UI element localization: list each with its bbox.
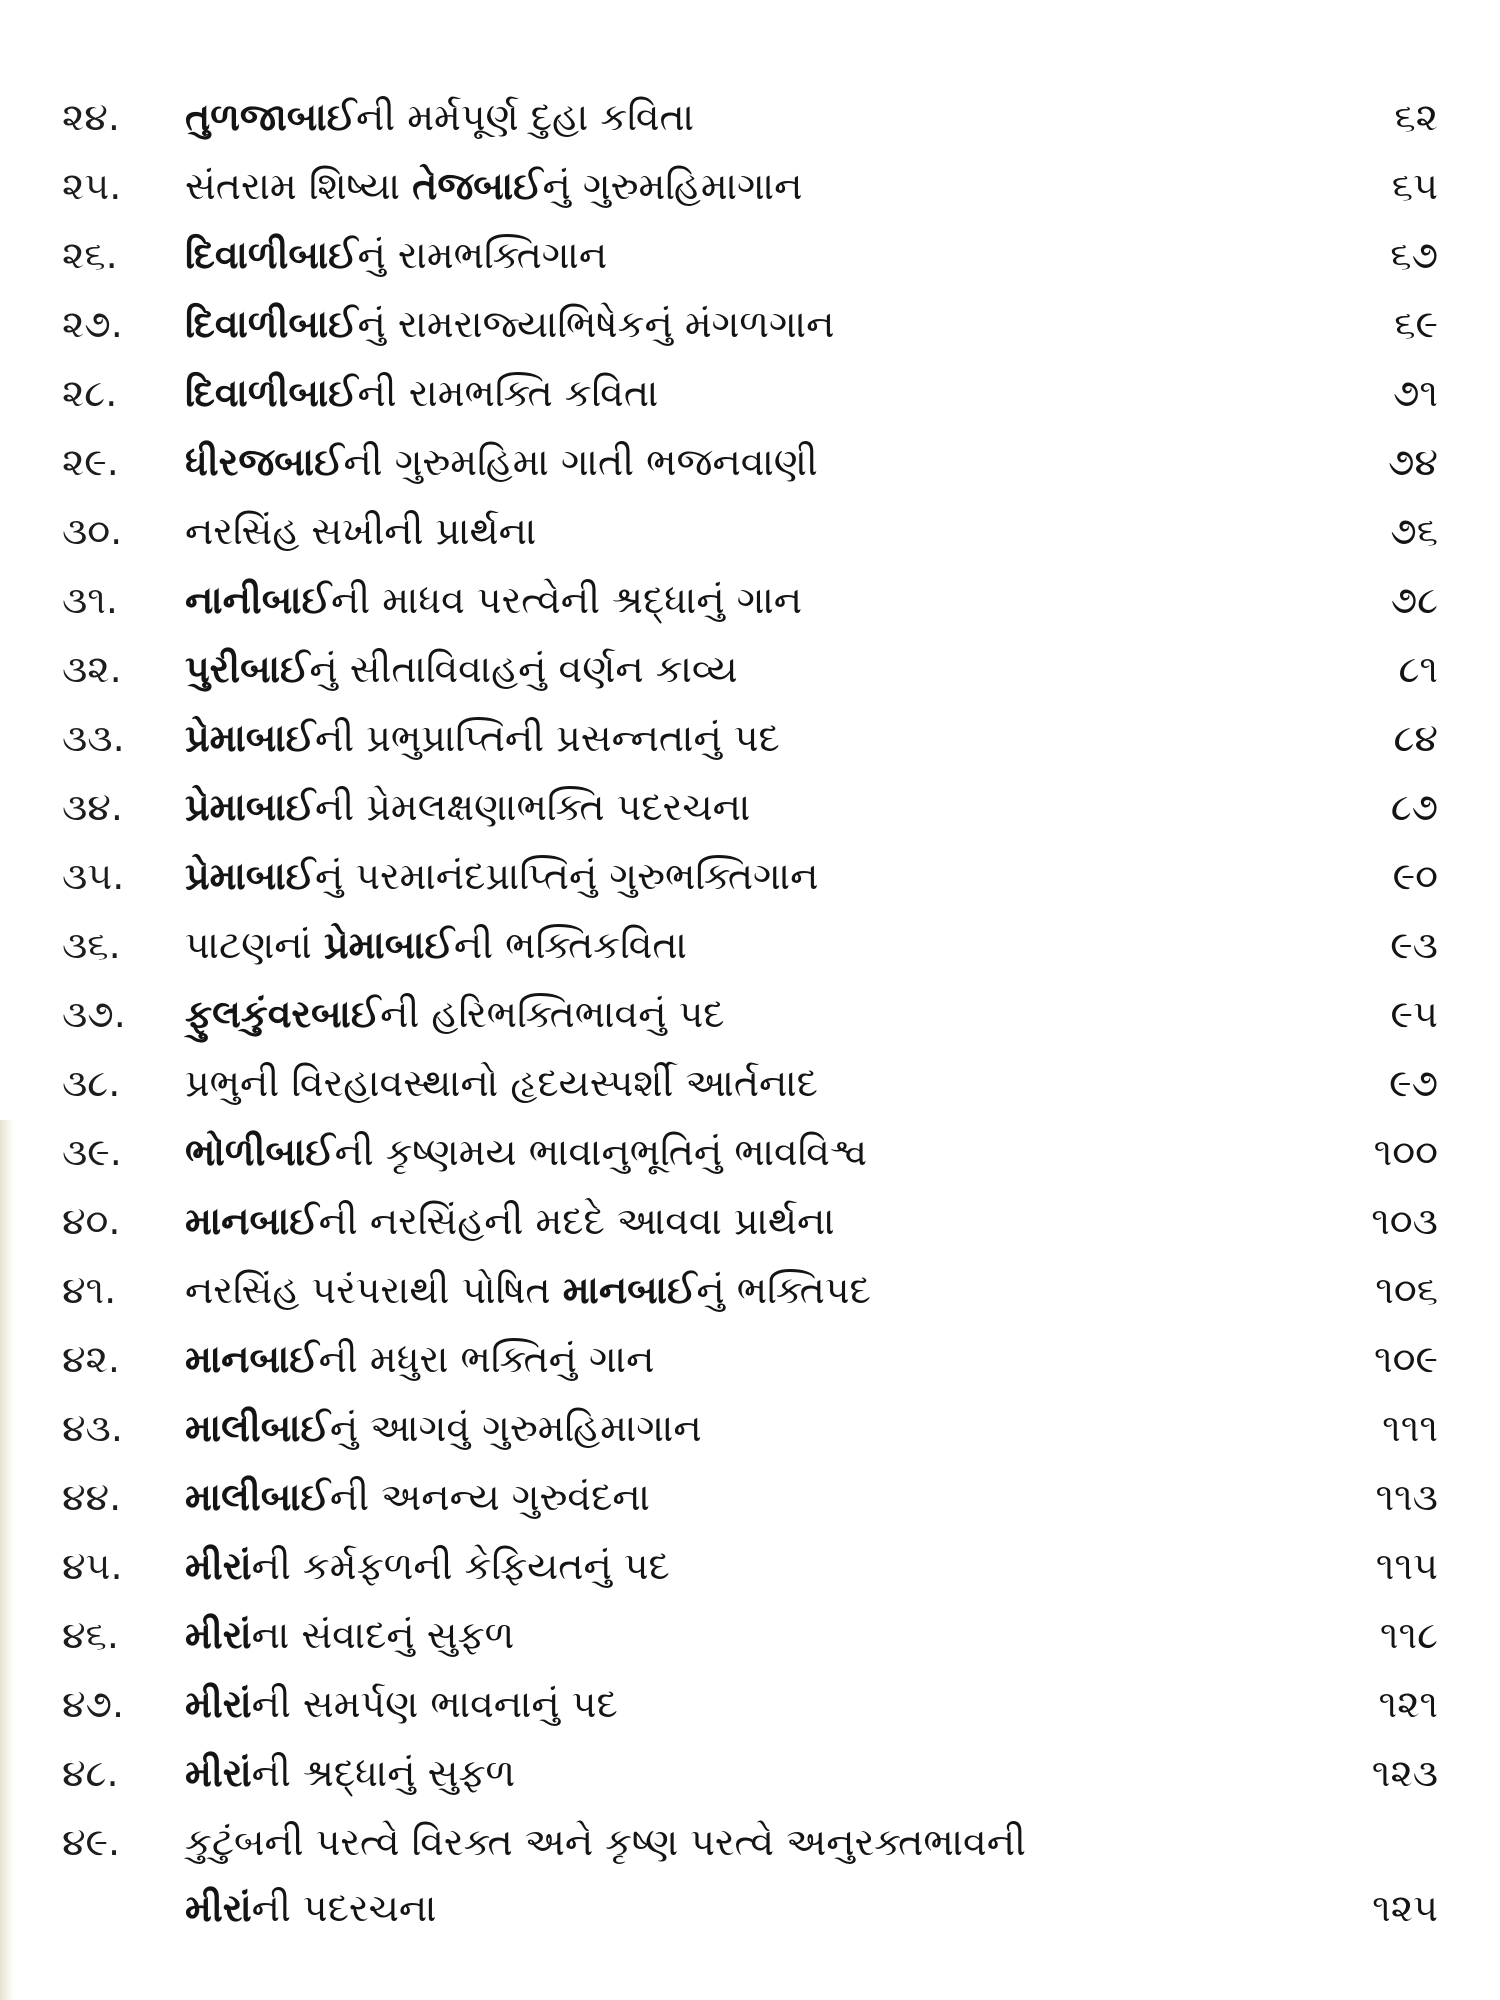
toc-entry xyxy=(0,709,1500,778)
entry-number: ૩૨. xyxy=(62,647,122,691)
entry-title-text: ની પ્રેમલક્ષણાભક્તિ પદરચના xyxy=(314,785,751,829)
entry-number: ૨૯. xyxy=(62,440,119,484)
entry-number: ૪૬. xyxy=(62,1613,119,1657)
entry-poet-name: પ્રેમાબાઈ xyxy=(323,923,454,967)
entry-title-text: ની અનન્ય ગુરુવંદના xyxy=(329,1475,650,1519)
entry-title-text: ની ભક્તિકવિતા xyxy=(453,923,687,967)
entry-poet-name: મીરાં xyxy=(185,1886,252,1930)
entry-page-number: ૯૦ xyxy=(1392,854,1438,898)
entry-page-number: ૯૩ xyxy=(1390,923,1438,967)
toc-entry xyxy=(0,1537,1500,1606)
toc-entry xyxy=(0,226,1500,295)
entry-title-text: ની કર્મફળની કેફિયતનું પદ xyxy=(251,1544,670,1588)
entry-poet-name: મીરાં xyxy=(185,1682,252,1726)
entry-number: ૪૫. xyxy=(62,1544,123,1588)
entry-title-prefix: સંતરામ શિષ્યા xyxy=(185,164,413,208)
entry-number: ૩૧. xyxy=(62,578,119,622)
entry-poet-name: પ્રેમાબાઈ xyxy=(185,785,315,829)
entry-page-number: ૭૪ xyxy=(1388,440,1438,484)
entry-page-number: ૧૨૫ xyxy=(1372,1886,1438,1930)
entry-title xyxy=(185,985,1235,1043)
entry-page-number: ૧૧૩ xyxy=(1375,1475,1438,1519)
entry-poet-name: પ્રેમાબાઈ xyxy=(185,716,315,760)
entry-page-number: ૬૭ xyxy=(1390,233,1438,277)
entry-title-text: ની શ્રદ્ધાનું સુફળ xyxy=(251,1751,516,1795)
entry-page-number: ૧૨૧ xyxy=(1378,1682,1438,1726)
toc-entry xyxy=(0,433,1500,502)
entry-poet-name: મીરાં xyxy=(185,1751,252,1795)
toc-entry xyxy=(0,1330,1500,1399)
entry-title xyxy=(185,916,1235,974)
entry-number: ૩૭. xyxy=(62,992,126,1036)
entry-number: ૨૮. xyxy=(62,371,118,415)
entry-title-text: ની મર્મપૂર્ણ દુહા કવિતા xyxy=(355,95,695,139)
entry-page-number: ૬૨ xyxy=(1394,95,1438,139)
entry-page-number: ૧૨૩ xyxy=(1371,1751,1438,1795)
entry-title xyxy=(185,157,1235,215)
entry-poet-name: પ્રેમાબાઈ xyxy=(185,854,315,898)
entry-title-text: ની નરસિંહની મદદે આવવા પ્રાર્થના xyxy=(318,1199,835,1243)
entry-number: ૩૯. xyxy=(62,1130,122,1174)
entry-page-number: ૧૦૯ xyxy=(1374,1337,1438,1381)
entry-number: ૪૩. xyxy=(62,1406,123,1450)
entry-page-number: ૯૫ xyxy=(1390,992,1438,1036)
entry-title-text: ની હરિભક્તિભાવનું પદ xyxy=(380,992,725,1036)
entry-number: ૩૩. xyxy=(62,716,125,760)
entry-number: ૪૪. xyxy=(62,1475,122,1519)
entry-title xyxy=(185,640,1235,698)
entry-title-text: ની ગુરુમહિમા ગાતી ભજનવાણી xyxy=(343,440,818,484)
entry-title-prefix: નરસિંહ પરંપરાથી પોષિત xyxy=(185,1268,563,1312)
toc-entry xyxy=(0,571,1500,640)
entry-poet-name: માલીબાઈ xyxy=(185,1475,330,1519)
entry-title xyxy=(185,1606,1235,1664)
entry-number: ૩૪. xyxy=(62,785,123,829)
entry-poet-name: પુરીબાઈ xyxy=(185,647,310,691)
entry-title-text: નું ગુરુમહિમાગાન xyxy=(542,164,803,208)
entry-page-number: ૮૪ xyxy=(1393,716,1438,760)
entry-title-text: નું આગવું ગુરુમહિમાગાન xyxy=(329,1406,702,1450)
toc-entry xyxy=(0,1675,1500,1744)
entry-title xyxy=(185,1537,1235,1595)
entry-title xyxy=(185,1192,1235,1250)
entry-title xyxy=(185,709,1235,767)
entry-title-text: કુટુંબની પરત્વે વિરક્ત અને કૃષ્ણ પરત્વે અનુરક્તભાવની xyxy=(185,1820,1026,1864)
toc-entry xyxy=(0,640,1500,709)
entry-title xyxy=(185,88,1235,146)
entry-title xyxy=(185,1813,1235,1871)
entry-poet-name: માનબાઈ xyxy=(185,1199,319,1243)
entry-title-text: નરસિંહ સખીની પ્રાર્થના xyxy=(185,509,537,553)
entry-title xyxy=(185,433,1235,491)
entry-title-prefix: પાટણનાં xyxy=(185,923,324,967)
toc-entry xyxy=(0,778,1500,847)
entry-page-number: ૧૦૦ xyxy=(1373,1130,1438,1174)
entry-title-text: ની મધુરા ભક્તિનું ગાન xyxy=(318,1337,655,1381)
entry-page-number: ૭૮ xyxy=(1390,578,1438,622)
toc-entry xyxy=(0,1399,1500,1468)
toc-entry xyxy=(0,847,1500,916)
entry-poet-name: તેજબાઈ xyxy=(412,164,543,208)
entry-title xyxy=(185,1261,1235,1319)
toc-entry xyxy=(0,88,1500,157)
entry-poet-name: મીરાં xyxy=(185,1613,252,1657)
entry-title-continuation xyxy=(185,1879,1235,1937)
entry-poet-name: ભોળીબાઈ xyxy=(185,1130,335,1174)
entry-number: ૩૦. xyxy=(62,509,123,553)
entry-title-text: ની પદરચના xyxy=(251,1886,437,1930)
toc-entry xyxy=(0,1261,1500,1330)
entry-page-number: ૮૧ xyxy=(1398,647,1438,691)
entry-page-number: ૮૭ xyxy=(1390,785,1438,829)
entry-number: ૩૫. xyxy=(62,854,125,898)
toc-entry xyxy=(0,1054,1500,1123)
entry-title-text: નું ભક્તિપદ xyxy=(696,1268,871,1312)
entry-poet-name: માનબાઈ xyxy=(562,1268,697,1312)
entry-poet-name: માલીબાઈ xyxy=(185,1406,330,1450)
entry-title-text: ના સંવાદનું સુફળ xyxy=(251,1613,515,1657)
entry-title-text: પ્રભુની વિરહાવસ્થાનો હૃદયસ્પર્શી આર્તનાદ xyxy=(185,1061,818,1105)
entry-poet-name: દિવાળીબાઈ xyxy=(185,371,358,415)
entry-title xyxy=(185,571,1235,629)
entry-title xyxy=(185,1330,1235,1388)
toc-entry xyxy=(0,502,1500,571)
entry-page-number: ૯૭ xyxy=(1389,1061,1438,1105)
entry-poet-name: દિવાળીબાઈ xyxy=(185,302,358,346)
entry-number: ૪૮. xyxy=(62,1751,119,1795)
entry-title-text: નું સીતાવિવાહનું વર્ણન કાવ્ય xyxy=(309,647,738,691)
entry-poet-name: મીરાં xyxy=(185,1544,252,1588)
entry-title-text: ની સમર્પણ ભાવનાનું પદ xyxy=(251,1682,618,1726)
entry-title xyxy=(185,364,1235,422)
entry-page-number: ૭૬ xyxy=(1390,509,1438,553)
entry-poet-name: નાનીબાઈ xyxy=(185,578,331,622)
entry-number: ૨૪. xyxy=(62,95,120,139)
entry-title xyxy=(185,1054,1235,1112)
entry-poet-name: ધીરજબાઈ xyxy=(185,440,344,484)
entry-title xyxy=(185,502,1235,560)
entry-title-text: ની માધવ પરત્વેની શ્રદ્ધાનું ગાન xyxy=(330,578,803,622)
toc-entry xyxy=(0,157,1500,226)
entry-page-number: ૬૫ xyxy=(1391,164,1438,208)
table-of-contents xyxy=(0,88,1500,1945)
toc-entry xyxy=(0,364,1500,433)
entry-title-text: નું પરમાનંદપ્રાપ્તિનું ગુરુભક્તિગાન xyxy=(314,854,819,898)
entry-title xyxy=(185,1123,1235,1181)
entry-title xyxy=(185,778,1235,836)
entry-page-number: ૧૦૬ xyxy=(1375,1268,1438,1312)
toc-entry xyxy=(0,1192,1500,1261)
toc-entry xyxy=(0,985,1500,1054)
entry-page-number: ૧૧૫ xyxy=(1375,1544,1438,1588)
entry-poet-name: તુળજાબાઈ xyxy=(185,95,356,139)
entry-poet-name: દિવાળીબાઈ xyxy=(185,233,358,277)
toc-entry xyxy=(0,1606,1500,1675)
entry-page-number: ૬૯ xyxy=(1394,302,1438,346)
entry-title xyxy=(185,1399,1235,1457)
entry-title-text: નું રામરાજ્યાભિષેકનું મંગળગાન xyxy=(357,302,835,346)
entry-number: ૪૦. xyxy=(62,1199,121,1243)
entry-number: ૩૬. xyxy=(62,923,121,967)
entry-number: ૩૮. xyxy=(62,1061,121,1105)
entry-number: ૨૫. xyxy=(62,164,122,208)
entry-title-text: ની રામભક્તિ કવિતા xyxy=(357,371,659,415)
entry-title xyxy=(185,1744,1235,1802)
entry-title xyxy=(185,1675,1235,1733)
toc-entry xyxy=(0,1813,1500,1945)
entry-page-number: ૧૧૮ xyxy=(1379,1613,1438,1657)
entry-title xyxy=(185,295,1235,353)
entry-title-text: નું રામભક્તિગાન xyxy=(357,233,608,277)
entry-title xyxy=(185,226,1235,284)
toc-entry xyxy=(0,916,1500,985)
entry-number: ૨૬. xyxy=(62,233,118,277)
toc-entry xyxy=(0,1468,1500,1537)
entry-title xyxy=(185,1468,1235,1526)
entry-title xyxy=(185,847,1235,905)
entry-title-text: ની પ્રભુપ્રાપ્તિની પ્રસન્નતાનું પદ xyxy=(314,716,780,760)
entry-number: ૪૯. xyxy=(62,1820,121,1864)
entry-title-text: ની કૃષ્ણમય ભાવાનુભૂતિનું ભાવવિશ્વ xyxy=(334,1130,868,1174)
entry-number: ૨૭. xyxy=(62,302,123,346)
toc-entry xyxy=(0,1123,1500,1192)
entry-poet-name: ફુલકુંવરબાઈ xyxy=(185,992,381,1036)
entry-number: ૪૭. xyxy=(62,1682,125,1726)
toc-entry xyxy=(0,295,1500,364)
entry-page-number: ૧૦૩ xyxy=(1371,1199,1438,1243)
toc-entry xyxy=(0,1744,1500,1813)
entry-number: ૪૨. xyxy=(62,1337,120,1381)
entry-number: ૪૧. xyxy=(62,1268,117,1312)
entry-poet-name: માનબાઈ xyxy=(185,1337,319,1381)
entry-page-number: ૭૧ xyxy=(1392,371,1438,415)
entry-page-number: ૧૧૧ xyxy=(1382,1406,1438,1450)
